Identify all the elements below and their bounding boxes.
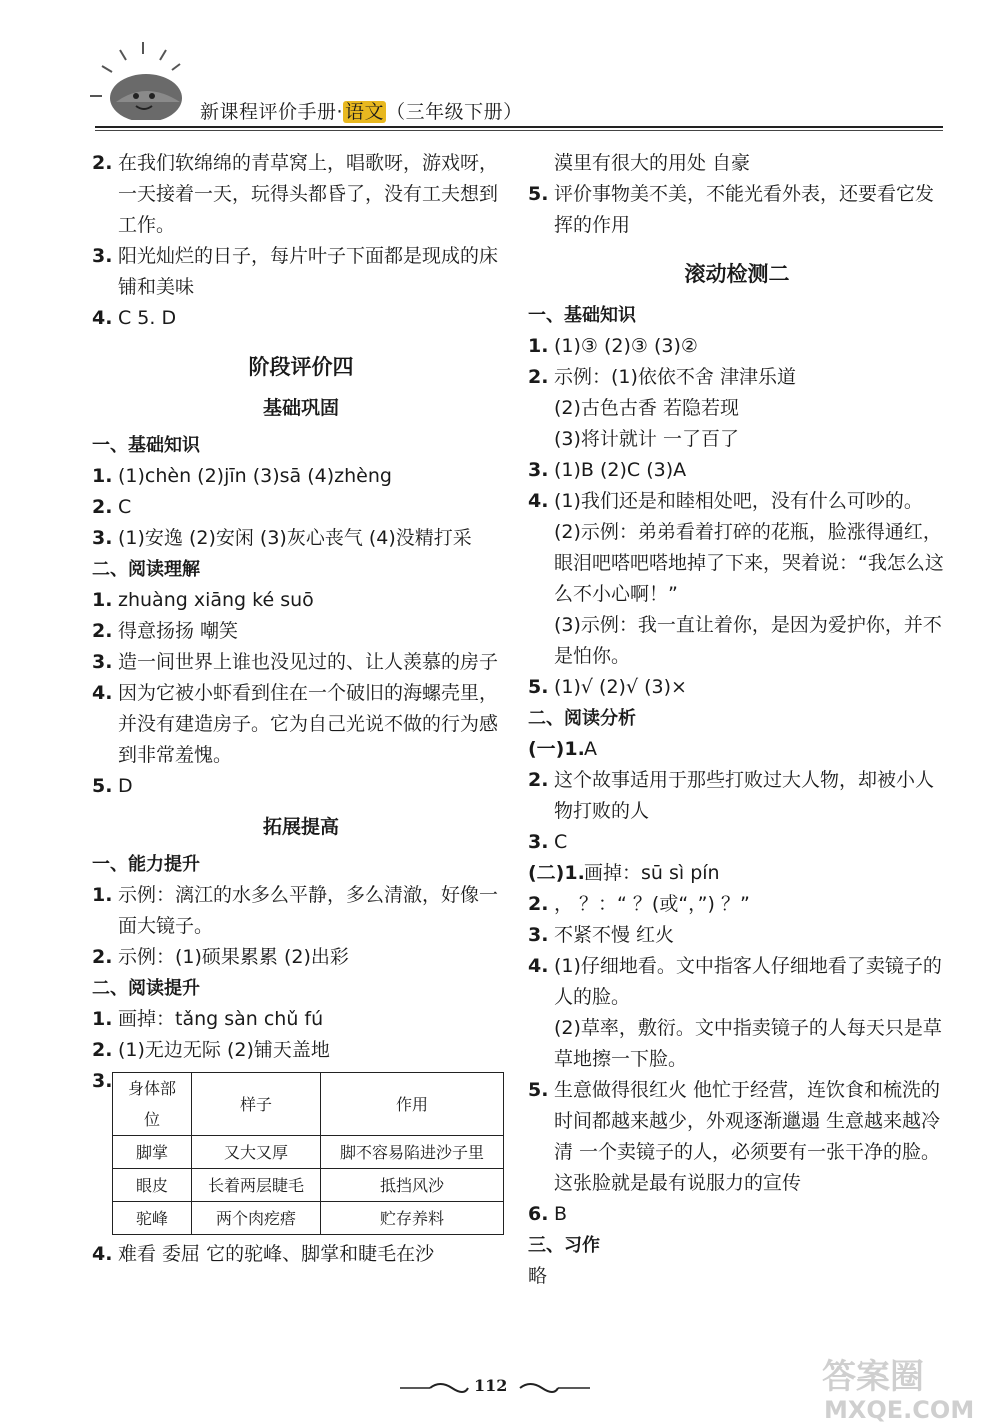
- item-text: C: [554, 831, 568, 853]
- item-number: 3.: [528, 831, 549, 853]
- item-text: 生意做得很红火 他忙于经营，连饮食和梳洗的时间都越来越少，外观逐渐邋遢 生意越来越冷清 一个卖镜子的人，必须要有一张干净的脸。这张脸就是最有说服力的宣传: [554, 1079, 941, 1194]
- table-cell: 脚掌: [113, 1136, 192, 1169]
- page-number: 112: [474, 1376, 508, 1395]
- section-heading: 三、习作: [528, 1235, 600, 1256]
- table-header: 作用: [321, 1073, 504, 1136]
- answer-item: [528, 827, 946, 858]
- answer-item: [528, 1075, 946, 1199]
- table-cell: 又大又厚: [192, 1136, 321, 1169]
- answer-item: [528, 331, 946, 362]
- answer-item: [92, 523, 510, 554]
- answer-item: [92, 241, 510, 303]
- answer-item: [528, 455, 946, 486]
- item-number: 2.: [528, 366, 549, 388]
- header-rule: [95, 126, 943, 128]
- item-text: (1)chèn (2)jīn (3)sā (4)zhèng: [118, 465, 392, 487]
- item-number: 1.: [92, 1008, 113, 1030]
- answer-item: [92, 148, 510, 241]
- subsection-title: 拓展提高: [262, 816, 339, 838]
- watermark-bottom: MXQE.COM: [824, 1396, 975, 1424]
- item-text: 造一间世界上谁也没见过的、让人羡慕的房子: [118, 651, 499, 673]
- item-text: C: [118, 496, 132, 518]
- table-cell: 眼皮: [113, 1169, 192, 1202]
- answer-item: [528, 889, 946, 920]
- answer-item: [92, 771, 510, 802]
- item-number: 2.: [92, 1039, 113, 1061]
- item-number: 4.: [92, 682, 113, 704]
- item-number: 3.: [92, 527, 113, 549]
- sub-answer: (2)示例：弟弟看着打碎的花瓶，脸涨得通红，眼泪吧嗒吧嗒地掉了下来，哭着说：“我怎么这么不小心啊！”: [554, 521, 944, 605]
- item-number: 2.: [528, 769, 549, 791]
- part-title: 阶段评价四: [248, 355, 354, 379]
- item-text: 示例：漓江的水多么平静，多么清澈，好像一面大镜子。: [118, 884, 499, 937]
- section-heading: 二、阅读理解: [92, 559, 200, 580]
- item-number: 3.: [92, 1070, 113, 1092]
- item-number: 3.: [92, 651, 113, 673]
- item-text: (1)③ (2)③ (3)②: [554, 335, 698, 357]
- answer-item: [92, 585, 510, 616]
- item-number: (二)1.: [528, 862, 585, 884]
- item-text: 阳光灿烂的日子，每片叶子下面都是现成的床铺和美味: [118, 245, 499, 298]
- sub-answer: (2)草率，敷衍。文中指卖镜子的人每天只是草草地擦一下脸。: [554, 1017, 942, 1070]
- table-cell: 长着两层睫毛: [192, 1169, 321, 1202]
- right-column: [528, 148, 946, 1292]
- answer-item: [92, 647, 510, 678]
- item-text: 不紧不慢 红火: [554, 924, 675, 946]
- item-number: 2.: [92, 496, 113, 518]
- item-number: 5.: [528, 183, 549, 205]
- answer-item: [528, 734, 946, 765]
- item-number: 6.: [528, 1203, 549, 1225]
- sub-answer: (3)将计就计 一了百了: [554, 428, 739, 450]
- item-text: (1)无边无际 (2)铺天盖地: [118, 1039, 330, 1061]
- item-number: 4.: [92, 307, 113, 329]
- item-text: 难看 委屈 它的驼峰、脚掌和睫毛在沙: [118, 1243, 435, 1265]
- item-text: (1)B (2)C (3)A: [554, 459, 687, 481]
- item-number: 1.: [92, 465, 113, 487]
- item-number: 2.: [92, 152, 113, 174]
- item-number: 5.: [528, 676, 549, 698]
- item-text: 评价事物美不美，不能光看外表，还要看它发挥的作用: [554, 183, 935, 236]
- item-text: B: [554, 1203, 568, 1225]
- answer-item: [92, 616, 510, 647]
- sun-logo-icon: [88, 40, 198, 120]
- item-number: 2.: [528, 893, 549, 915]
- section-heading: 一、能力提升: [92, 854, 200, 875]
- watermark-top: 答案圈: [822, 1357, 924, 1397]
- section-heading: 一、基础知识: [528, 305, 636, 326]
- composition-answer: 略: [528, 1265, 548, 1287]
- camel-table: [112, 1072, 504, 1235]
- answer-item: [528, 179, 946, 241]
- left-column: [92, 148, 510, 1270]
- item-number: 2.: [92, 946, 113, 968]
- item-number: 4.: [92, 1243, 113, 1265]
- item-number: 3.: [92, 245, 113, 267]
- answer-item: [528, 486, 946, 517]
- item-text: D: [118, 775, 133, 797]
- answer-item: [528, 951, 946, 1013]
- section-heading: 二、阅读分析: [528, 708, 636, 729]
- part-title: 滚动检测二: [684, 262, 790, 286]
- item-number: 5.: [528, 1079, 549, 1101]
- item-text: zhuàng xiāng ké suō: [118, 589, 314, 611]
- item-number: 5.: [92, 775, 113, 797]
- table-header: 身体部位: [113, 1073, 192, 1136]
- table-row: [113, 1202, 504, 1235]
- watermark-logo: [818, 1350, 988, 1424]
- page-header: [0, 0, 1000, 140]
- answer-item: [92, 1035, 510, 1066]
- item-text: ， ？：“ ？(或“，”) ？”: [554, 893, 750, 915]
- answer-item: [92, 303, 510, 334]
- continued-text: 漠里有很大的用处 自豪: [554, 152, 751, 174]
- section-heading: 二、阅读提升: [92, 978, 200, 999]
- item-text: A: [584, 738, 597, 760]
- item-number: 3.: [528, 924, 549, 946]
- answer-item: [528, 1199, 946, 1230]
- sub-answer: (3)示例：我一直让着你，是因为爱护你，并不是怕你。: [554, 614, 942, 667]
- table-row: [113, 1136, 504, 1169]
- answer-item: [92, 492, 510, 523]
- answer-item: [528, 672, 946, 703]
- book-title: [200, 97, 523, 124]
- table-header: 样子: [192, 1073, 321, 1136]
- answer-item: [528, 362, 946, 393]
- answer-item: [92, 1239, 510, 1270]
- item-text: 画掉：tǎng sàn chǔ fú: [118, 1008, 324, 1030]
- answer-item: [92, 1004, 510, 1035]
- item-text: (1)我们还是和睦相处吧，没有什么可吵的。: [554, 490, 923, 512]
- item-number: 3.: [528, 459, 549, 481]
- title-grade: （三年级下册）: [386, 101, 523, 123]
- item-number: 1.: [528, 335, 549, 357]
- item-text: 因为它被小虾看到住在一个破旧的海螺壳里，并没有建造房子。它为自己光说不做的行为感到非常羞愧。: [118, 682, 499, 766]
- item-number: 4.: [528, 490, 549, 512]
- answer-item: [92, 942, 510, 973]
- subsection-title: 基础巩固: [262, 397, 339, 419]
- item-text: 在我们软绵绵的青草窝上，唱歌呀，游戏呀，一天接着一天，玩得头都昏了，没有工夫想到工作。: [118, 152, 499, 236]
- answer-item: [528, 858, 946, 889]
- item-text: (1)仔细地看。文中指客人仔细地看了卖镜子的人的脸。: [554, 955, 942, 1008]
- item-number: 4.: [528, 955, 549, 977]
- answer-item: [92, 880, 510, 942]
- header-rule-thin: [95, 130, 943, 131]
- item-number: 1.: [92, 589, 113, 611]
- item-text: 示例：(1)硕果累累 (2)出彩: [118, 946, 349, 968]
- item-text: 画掉：sū sì pín: [584, 862, 720, 884]
- table-cell: 抵挡风沙: [321, 1169, 504, 1202]
- sub-answer: (2)古色古香 若隐若现: [554, 397, 739, 419]
- title-subject: 语文: [345, 101, 385, 123]
- answer-item: [528, 920, 946, 951]
- section-heading: 一、基础知识: [92, 435, 200, 456]
- item-text: 这个故事适用于那些打败过大人物，却被小人物打败的人: [554, 769, 935, 822]
- answer-item: [528, 765, 946, 827]
- item-text: (1)安逸 (2)安闲 (3)灰心丧气 (4)没精打采: [118, 527, 472, 549]
- item-text: 得意扬扬 嘲笑: [118, 620, 239, 642]
- table-cell: 脚不容易陷进沙子里: [321, 1136, 504, 1169]
- item-text: C 5. D: [118, 307, 177, 329]
- answer-item: [92, 678, 510, 771]
- answer-item: [92, 461, 510, 492]
- item-number: 2.: [92, 620, 113, 642]
- item-number: (一)1.: [528, 738, 585, 760]
- item-text: 示例：(1)依依不舍 津津乐道: [554, 366, 796, 388]
- table-header-row: [113, 1073, 504, 1136]
- item-number: 1.: [92, 884, 113, 906]
- item-text: (1)√ (2)√ (3)×: [554, 676, 687, 698]
- title-prefix: 新课程评价手册·: [200, 101, 344, 123]
- table-row: [113, 1169, 504, 1202]
- table-cell: 驼峰: [113, 1202, 192, 1235]
- table-cell: 两个肉疙瘩: [192, 1202, 321, 1235]
- table-cell: 贮存养料: [321, 1202, 504, 1235]
